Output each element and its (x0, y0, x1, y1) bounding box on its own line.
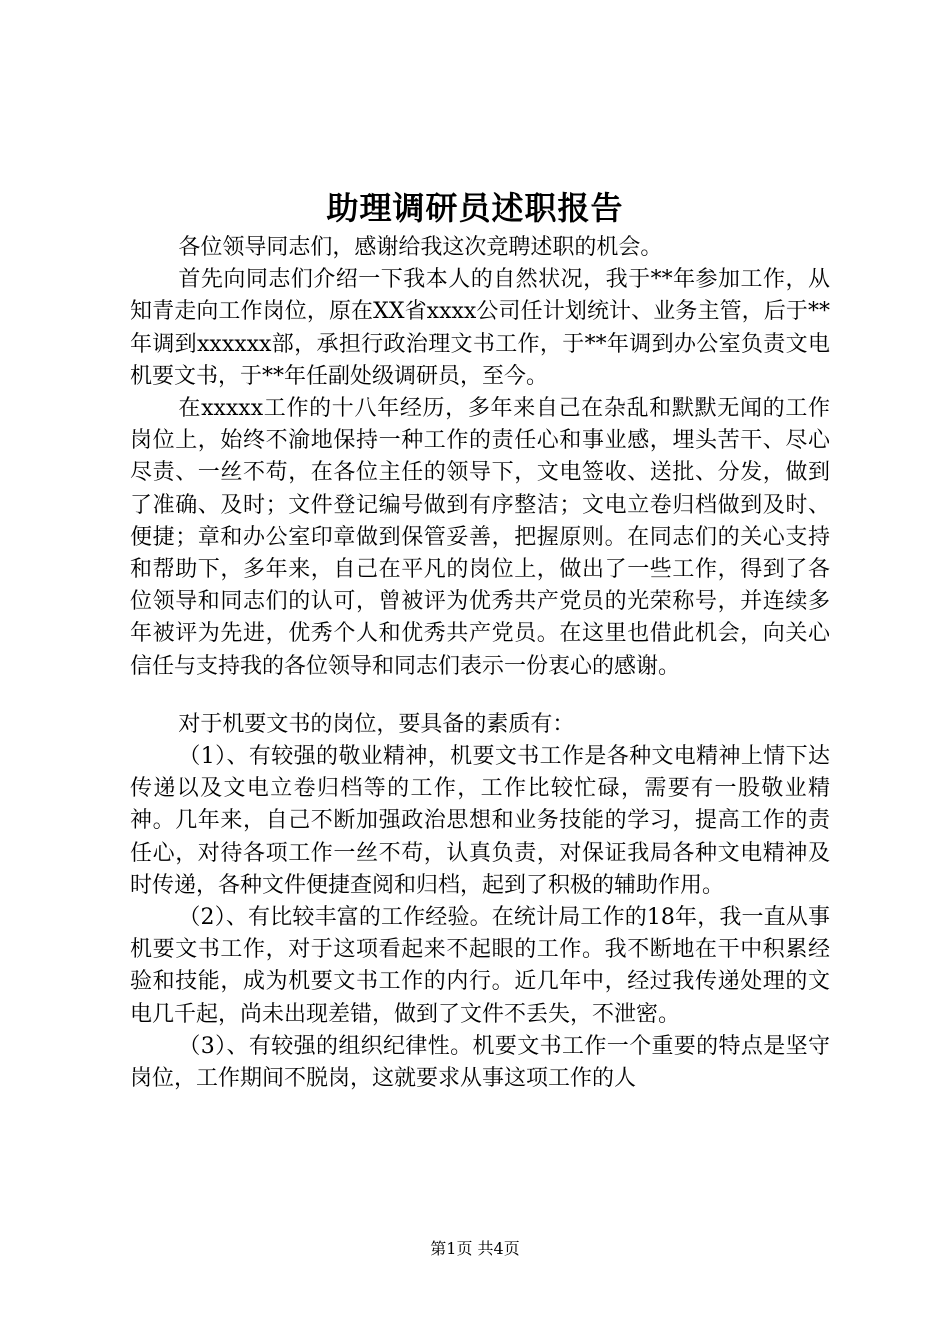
paragraph-introduction: 首先向同志们介绍一下我本人的自然状况，我于**年参加工作，从知青走向工作岗位，原在XX省xxxx公司任计划统计、业务主管，后于**年调到xxxxxx部，承担行政治理文书工作，于**年调到办公室负责文电机要文书，于**年任副处级调研员，至今。 (130, 267, 830, 389)
paragraph-greeting: 各位领导同志们，感谢给我这次竞聘述职的机会。 (178, 235, 663, 260)
paragraph-work-history: 在xxxxx工作的十八年经历，多年来自己在杂乱和默默无闻的工作岗位上，始终不渝地保持一种工作的责任心和事业感，埋头苦干、尽心尽责、一丝不苟，在各位主任的领导下，文电签收、送批、分发，做到了准确、及时；文件登记编号做到有序整洁；文电立卷归档做到及时、便捷；章和办公室印章做到保管妥善，把握原则。在同志们的关心支持和帮助下，多年来，自己在平凡的岗位上，做出了一些工作，得到了各位领导和同志们的认可，曾被评为优秀共产党员的光荣称号，并连续多年被评为先进，优秀个人和优秀共产党员。在这里也借此机会，向关心信任与支持我的各位领导和同志们表示一份衷心的感谢。 (130, 396, 830, 679)
paragraph-item-3: （3）、有较强的组织纪律性。机要文书工作一个重要的特点是坚守岗位，工作期间不脱岗，这就要求从事这项工作的人 (130, 1033, 830, 1092)
paragraph-gap (130, 683, 830, 709)
document-body (130, 232, 830, 1095)
document-title: 助理调研员述职报告 (326, 189, 624, 227)
paragraph-item-2: （2）、有比较丰富的工作经验。在统计局工作的18年，我一直从事机要文书工作，对于这项看起来不起眼的工作。我不断地在干中积累经验和技能，成为机要文书工作的内行。近几年中，经过我传递处理的文电几千起，尚未出现差错，做到了文件不丢失，不泄密。 (130, 905, 830, 1027)
paragraph-item-1: （1）、有较强的敬业精神，机要文书工作是各种文电精神上情下达传递以及文电立卷归档等的工作，工作比较忙碌，需要有一股敬业精神。几年来，自己不断加强政治思想和业务技能的学习，提高工作的责任心，对待各项工作一丝不苟，认真负责，对保证我局各种文电精神及时传递，各种文件便捷查阅和归档，起到了积极的辅助作用。 (130, 744, 830, 898)
page-footer: 第1页 共4页 (430, 1239, 520, 1258)
paragraph-qualities-intro: 对于机要文书的岗位，要具备的素质有： (178, 711, 575, 737)
